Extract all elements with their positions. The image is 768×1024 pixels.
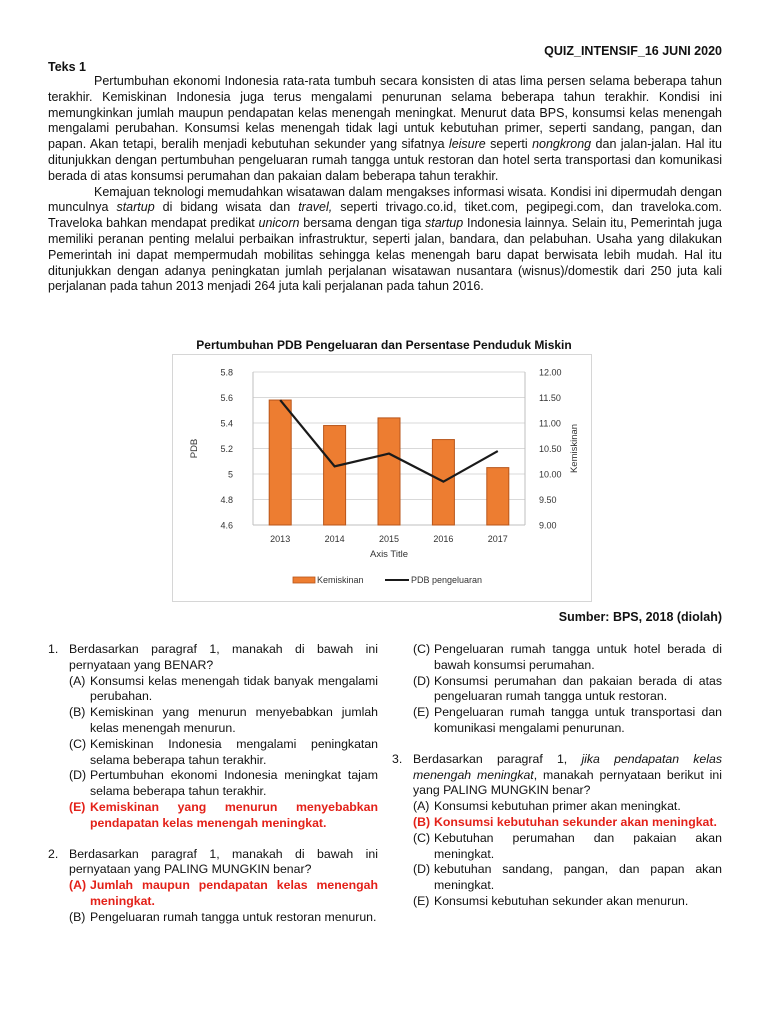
paragraph-1-segment: nongkrong: [532, 137, 592, 152]
answer-option[interactable]: [69, 800, 378, 832]
chart-title: Pertumbuhan PDB Pengeluaran dan Persentase Penduduk Miskin: [196, 338, 572, 352]
answer-option[interactable]: [413, 815, 722, 831]
y-tick-label: 5.4: [220, 418, 233, 429]
question-stem-segment: Berdasarkan paragraf 1, manakah di bawah ini pernyataan yang BENAR?: [69, 642, 378, 672]
questions-column-right: [392, 642, 722, 925]
paragraph-1-segment: leisure: [448, 137, 486, 152]
option-text: Konsumsi kelas menengah tidak banyak mengalami perubahan.: [90, 673, 378, 704]
y2-tick-label: 9.00: [539, 520, 557, 531]
y2-axis-title: Kemiskinan: [569, 423, 580, 474]
combo-chart: [173, 355, 591, 601]
option-text: Pengeluaran rumah tangga untuk hotel berada di bawah konsumsi perumahan.: [434, 642, 722, 672]
question-number: 1.: [48, 642, 59, 656]
option-letter: (A): [69, 673, 86, 688]
question-stem: [413, 752, 722, 799]
text-label: Teks 1: [48, 60, 86, 74]
answer-option[interactable]: [413, 831, 722, 863]
x-axis-title: Axis Title: [369, 549, 409, 560]
option-letter: (B): [69, 909, 86, 924]
question-stem: [69, 847, 378, 879]
option-letter: (C): [69, 736, 87, 751]
option-letter: (A): [69, 878, 87, 893]
option-text: Jumlah maupun pendapatan kelas menengah meningkat.: [90, 878, 378, 908]
question-stem-segment: Berdasarkan paragraf 1, manakah di bawah ini pernyataan yang PALING MUNGKIN benar?: [69, 846, 378, 877]
question-number: 3.: [392, 751, 403, 766]
option-text: Konsumsi kebutuhan sekunder akan meningkat.: [434, 814, 717, 829]
y2-tick-label: 12.00: [539, 367, 562, 378]
option-text: Pengeluaran rumah tangga untuk restoran menurun.: [90, 909, 377, 924]
option-letter: (A): [413, 799, 430, 814]
option-letter: (E): [69, 799, 86, 814]
paragraph-2-segment: travel,: [298, 200, 333, 215]
answer-option[interactable]: [69, 910, 378, 926]
question-block: [48, 847, 378, 926]
paragraph-2-segment: Indonesia lainnya. Selain itu, Pemerintah juga memiliki peranan penting melalui perbaikan infrastruktur, seperti jalan, bandara, dan pelabuhan. Usaha yang dilakukan Pemerintah ini dapat mempermudah mobilitas sehingga kelas menengah baru dapat berwisata lebih mudah. Hal itu ditunjukkan dengan adanya peningkatan jumlah perjalanan wisatawan nusantara (wisnus)/domestik dari 250 juta kali perjalanan pada tahun 2013 menjadi 264 juta kali perjalanan pada tahun 2016.: [48, 216, 722, 294]
x-tick-label: 2013: [270, 534, 291, 544]
answer-option[interactable]: [69, 768, 378, 800]
option-text: kebutuhan sandang, pangan, dan papan akan meningkat.: [434, 862, 722, 893]
option-text: Kebutuhan perumahan dan pakaian akan meningkat.: [434, 830, 722, 861]
answer-option[interactable]: [413, 799, 722, 815]
y-tick-label: 5: [227, 469, 233, 480]
bar-kemiskinan-2013: [269, 400, 291, 525]
question-stem: [69, 642, 378, 674]
source-note: Sumber: BPS, 2018 (diolah): [558, 610, 722, 624]
answer-option[interactable]: [69, 878, 378, 910]
y2-tick-label: 10.00: [539, 469, 562, 480]
x-tick-label: 2016: [433, 534, 454, 544]
option-text: Kemiskinan yang menurun menyebabkan pendapatan kelas menengah meningkat.: [90, 799, 378, 830]
questions-column-left: [48, 642, 378, 941]
paragraph-2-segment: bersama dengan tiga: [299, 216, 425, 231]
paragraph-1: [48, 74, 722, 185]
reading-passage: [48, 74, 722, 295]
legend-label-pdb: PDB pengeluaran: [411, 575, 483, 585]
quiz-header-code: QUIZ_INTENSIF_16 JUNI 2020: [544, 44, 722, 58]
option-letter: (C): [413, 642, 431, 656]
option-letter: (E): [413, 705, 430, 720]
option-letter: (D): [413, 862, 431, 877]
paragraph-1-segment: seperti: [485, 137, 533, 152]
option-text: Pertumbuhan ekonomi Indonesia meningkat tajam selama beberapa tahun terakhir.: [90, 768, 378, 799]
option-letter: (B): [69, 705, 86, 720]
option-letter: (C): [413, 830, 431, 845]
answer-option[interactable]: [69, 705, 378, 737]
bar-kemiskinan-2017: [487, 468, 509, 525]
bar-kemiskinan-2014: [324, 426, 346, 525]
answer-option[interactable]: [413, 862, 722, 894]
paragraph-2-segment: startup: [116, 200, 155, 215]
y-axis-title: PDB: [189, 438, 200, 459]
option-text: Konsumsi kebutuhan sekunder akan menurun.: [434, 893, 689, 908]
answer-option[interactable]: [413, 674, 722, 706]
y-tick-label: 5.2: [220, 444, 233, 454]
y2-tick-label: 11.00: [539, 418, 561, 429]
x-tick-label: 2017: [487, 534, 508, 544]
option-letter: (D): [413, 673, 431, 688]
y2-tick-label: 11.50: [539, 393, 561, 403]
answer-option[interactable]: [413, 642, 722, 674]
question-block: [48, 642, 378, 832]
y-tick-label: 5.6: [220, 393, 233, 403]
answer-option[interactable]: [413, 894, 722, 910]
answer-option[interactable]: [413, 705, 722, 737]
y-tick-label: 4.8: [220, 495, 233, 505]
paragraph-2-segment: di bidang wisata dan: [154, 200, 299, 215]
question-stem-segment: , manakah pernyataan berikut ini yang PALING MUNGKIN benar?: [413, 767, 722, 798]
answer-option[interactable]: [69, 674, 378, 706]
paragraph-1-segment: Pertumbuhan ekonomi Indonesia rata-rata tumbuh secara konsisten di atas lima persen selama beberapa tahun terakhir. Kemiskinan Indonesia juga terus mengalami penurunan selama beberapa tahun terakhir. Kondisi ini memungkinkan jumlah maupun pendapatan kelas menengah meningkat. Menurut data BPS, konsumsi kelas menengah mengalami perubahan. Konsumsi kelas menengah tidak lagi untuk kebutuhan primer, seperti sandang, pangan, dan papan. Akan tetapi, beralih menjadi kebutuhan sekunder yang sifatnya: [48, 74, 722, 152]
y2-tick-label: 9.50: [539, 495, 557, 505]
bar-kemiskinan-2015: [378, 418, 400, 525]
option-letter: (E): [413, 893, 430, 908]
question-block: [392, 752, 722, 910]
paragraph-2: [48, 185, 722, 296]
option-letter: (D): [69, 768, 87, 783]
y-tick-label: 4.6: [220, 520, 233, 531]
legend-label-kemiskinan: Kemiskinan: [317, 575, 364, 585]
paragraph-1-segment: dan jalan-jalan. Hal itu ditunjukkan dengan pertumbuhan pengeluaran rumah tangga untuk restoran dan hotel serta transportasi dan komunikasi berada di atas konsumsi perumahan dan pakaian dalam beberapa tahun terakhir.: [48, 137, 722, 183]
option-text: Kemiskinan yang menurun menyebabkan jumlah kelas menengah menurun.: [90, 705, 378, 735]
question-block: [392, 642, 722, 737]
answer-option[interactable]: [69, 737, 378, 769]
paragraph-2-segment: startup: [425, 216, 464, 231]
x-tick-label: 2014: [324, 534, 345, 544]
question-stem-segment: jika pendapatan kelas menengah meningkat: [413, 751, 722, 782]
paragraph-2-segment: seperti trivago.co.id, tiket.com, pegipegi.com, dan traveloka.com. Traveloka bahkan mendapat predikat: [48, 200, 723, 231]
x-tick-label: 2015: [378, 534, 400, 544]
question-number: 2.: [48, 846, 59, 861]
paragraph-2-segment: Kemajuan teknologi memudahkan wisatawan dalam mengakses informasi wisata. Kondisi ini dipermudah dengan munculnya: [48, 184, 722, 215]
legend-swatch-kemiskinan: [293, 577, 315, 583]
chart-frame: [172, 354, 592, 602]
option-letter: (B): [413, 814, 431, 829]
option-text: Pengeluaran rumah tangga untuk transportasi dan komunikasi mengalami penurunan.: [434, 705, 722, 735]
y-tick-label: 5.8: [220, 367, 233, 378]
question-stem-segment: Berdasarkan paragraf 1,: [413, 751, 582, 766]
paragraph-2-segment: unicorn: [258, 216, 300, 231]
option-text: Kemiskinan Indonesia mengalami peningkatan selama beberapa tahun terakhir.: [90, 736, 378, 767]
option-text: Konsumsi kebutuhan primer akan meningkat.: [434, 799, 681, 814]
y2-tick-label: 10.50: [539, 444, 562, 454]
option-text: Konsumsi perumahan dan pakaian berada di atas pengeluaran rumah tangga untuk restoran.: [434, 673, 722, 704]
